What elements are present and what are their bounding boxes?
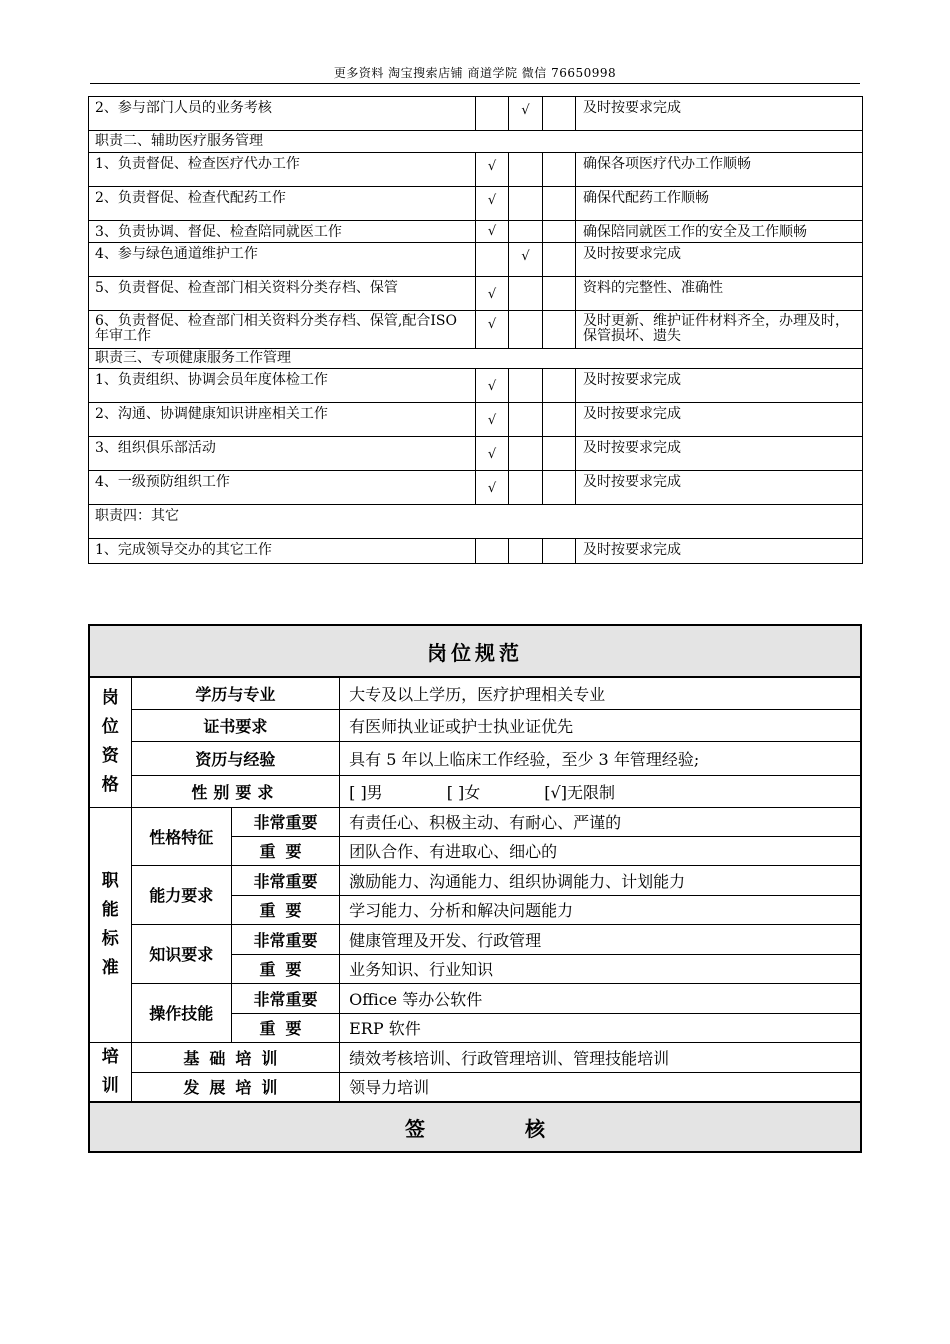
check-mark: √ — [476, 311, 509, 349]
mark-cell — [509, 539, 543, 564]
ability-important: 学习能力、分析和解决问题能力 — [340, 895, 861, 924]
check-mark: √ — [476, 437, 509, 471]
mark-cell — [476, 539, 509, 564]
personality-very-important: 有责任心、积极主动、有耐心、严谨的 — [340, 807, 861, 836]
check-mark: √ — [476, 153, 509, 187]
duty-row — [89, 221, 863, 243]
gender-label: 性别要求 — [131, 775, 340, 807]
skill-label: 操作技能 — [131, 983, 231, 1042]
duty-standard: 及时按要求完成 — [576, 243, 863, 277]
mark-cell — [509, 277, 543, 311]
duty-section — [89, 349, 863, 369]
training-group-text: 培训 — [101, 1046, 119, 1096]
important-label: 重要 — [231, 895, 339, 924]
header-rule — [90, 83, 860, 84]
duty-row — [89, 403, 863, 437]
mark-cell — [543, 437, 576, 471]
duty-desc: 2、沟通、协调健康知识讲座相关工作 — [89, 403, 476, 437]
signature-section — [89, 1102, 861, 1152]
mark-cell — [509, 153, 543, 187]
mark-cell — [543, 311, 576, 349]
section-title: 职责三、专项健康服务工作管理 — [89, 349, 863, 369]
basic-training-value: 绩效考核培训、行政管理培训、管理技能培训 — [340, 1042, 861, 1072]
spec-table — [88, 624, 862, 1153]
skill-important: ERP 软件 — [340, 1013, 861, 1042]
mark-cell — [509, 369, 543, 403]
gender-male-option: [ ]男 — [349, 782, 383, 802]
certificate-value: 有医师执业证或护士执业证优先 — [340, 709, 861, 741]
basic-training-label: 基础培训 — [131, 1042, 340, 1072]
duty-desc: 3、负责协调、督促、检查陪同就医工作 — [89, 221, 476, 243]
very-important-label: 非常重要 — [231, 983, 339, 1013]
mark-cell — [509, 403, 543, 437]
knowledge-very-important: 健康管理及开发、行政管理 — [340, 924, 861, 954]
mark-cell — [509, 187, 543, 221]
important-label: 重要 — [231, 954, 339, 983]
certificate-label: 证书要求 — [131, 709, 340, 741]
knowledge-important: 业务知识、行业知识 — [340, 954, 861, 983]
duty-standard: 确保陪同就医工作的安全及工作顺畅 — [576, 221, 863, 243]
duty-row — [89, 437, 863, 471]
duty-section — [89, 505, 863, 539]
mark-cell — [543, 221, 576, 243]
mark-cell — [509, 437, 543, 471]
duty-desc: 4、一级预防组织工作 — [89, 471, 476, 505]
check-mark: √ — [476, 403, 509, 437]
duty-desc: 4、参与绿色通道维护工作 — [89, 243, 476, 277]
section-title: 职责二、辅助医疗服务管理 — [89, 131, 863, 153]
duty-desc: 2、负责督促、检查代配药工作 — [89, 187, 476, 221]
mark-cell — [476, 243, 509, 277]
gender-female-option: [ ]女 — [446, 782, 481, 802]
personality-label: 性格特征 — [131, 807, 231, 865]
duty-desc: 2、参与部门人员的业务考核 — [89, 97, 476, 131]
section-title: 职责四：其它 — [89, 505, 863, 539]
spec-title: 岗位规范 — [89, 625, 861, 677]
mark-cell — [543, 471, 576, 505]
duty-desc: 1、负责组织、协调会员年度体检工作 — [89, 369, 476, 403]
duty-standard: 及时按要求完成 — [576, 471, 863, 505]
duty-table — [88, 96, 863, 564]
education-label: 学历与专业 — [131, 677, 340, 709]
education-value: 大专及以上学历，医疗护理相关专业 — [340, 677, 861, 709]
duty-standard: 确保各项医疗代办工作顺畅 — [576, 153, 863, 187]
standard-group-text: 职能标准 — [101, 870, 119, 978]
ability-label: 能力要求 — [131, 865, 231, 924]
check-mark: √ — [476, 277, 509, 311]
duty-row — [89, 539, 863, 564]
development-training-value: 领导力培训 — [340, 1072, 861, 1102]
duty-row — [89, 153, 863, 187]
mark-cell — [543, 187, 576, 221]
mark-cell — [543, 243, 576, 277]
gender-any-option: [√]无限制 — [544, 782, 615, 802]
mark-cell — [543, 403, 576, 437]
check-mark: √ — [509, 243, 543, 277]
experience-value: 具有 5 年以上临床工作经验，至少 3 年管理经验; — [340, 741, 861, 775]
check-mark: √ — [476, 221, 509, 243]
check-mark: √ — [509, 97, 543, 131]
duty-row — [89, 369, 863, 403]
gender-options — [340, 775, 861, 807]
qualification-group-label — [89, 677, 131, 807]
mark-cell — [509, 311, 543, 349]
duty-desc: 3、组织俱乐部活动 — [89, 437, 476, 471]
duty-row — [89, 97, 863, 131]
duty-row — [89, 277, 863, 311]
important-label: 重要 — [231, 1013, 339, 1042]
sign-label-left: 签 — [405, 1116, 425, 1141]
standard-group-label — [89, 807, 131, 1042]
duty-standard: 资料的完整性、准确性 — [576, 277, 863, 311]
personality-important: 团队合作、有进取心、细心的 — [340, 836, 861, 865]
duty-row — [89, 243, 863, 277]
mark-cell — [543, 153, 576, 187]
mark-cell — [543, 97, 576, 131]
check-mark: √ — [476, 187, 509, 221]
mark-cell — [509, 221, 543, 243]
duty-standard: 确保代配药工作顺畅 — [576, 187, 863, 221]
sign-label-right: 核 — [525, 1116, 545, 1141]
development-training-label: 发展培训 — [131, 1072, 340, 1102]
duty-desc: 1、完成领导交办的其它工作 — [89, 539, 476, 564]
mark-cell — [476, 97, 509, 131]
check-mark: √ — [476, 369, 509, 403]
page-header: 更多资料 淘宝搜索店铺 商道学院 微信 76650998 — [333, 66, 617, 80]
check-mark: √ — [476, 471, 509, 505]
very-important-label: 非常重要 — [231, 865, 339, 895]
duty-row — [89, 187, 863, 221]
duty-desc: 6、负责督促、检查部门相关资料分类存档、保管,配合ISO年审工作 — [89, 311, 476, 349]
important-label: 重要 — [231, 836, 339, 865]
experience-label: 资历与经验 — [131, 741, 340, 775]
duty-standard: 及时更新、维护证件材料齐全，办理及时，保管损坏、遗失 — [576, 311, 863, 349]
skill-very-important: Office 等办公软件 — [340, 983, 861, 1013]
duty-desc: 5、负责督促、检查部门相关资料分类存档、保管 — [89, 277, 476, 311]
duty-standard: 及时按要求完成 — [576, 97, 863, 131]
duty-row — [89, 471, 863, 505]
knowledge-label: 知识要求 — [131, 924, 231, 983]
duty-section — [89, 131, 863, 153]
mark-cell — [543, 539, 576, 564]
duty-desc: 1、负责督促、检查医疗代办工作 — [89, 153, 476, 187]
duty-standard: 及时按要求完成 — [576, 403, 863, 437]
training-group-label — [89, 1042, 131, 1102]
very-important-label: 非常重要 — [231, 924, 339, 954]
very-important-label: 非常重要 — [231, 807, 339, 836]
ability-very-important: 激励能力、沟通能力、组织协调能力、计划能力 — [340, 865, 861, 895]
duty-row — [89, 311, 863, 349]
qualification-group-text: 岗位资格 — [101, 688, 119, 796]
mark-cell — [509, 471, 543, 505]
duty-standard: 及时按要求完成 — [576, 369, 863, 403]
mark-cell — [543, 277, 576, 311]
duty-standard: 及时按要求完成 — [576, 539, 863, 564]
duty-standard: 及时按要求完成 — [576, 437, 863, 471]
mark-cell — [543, 369, 576, 403]
